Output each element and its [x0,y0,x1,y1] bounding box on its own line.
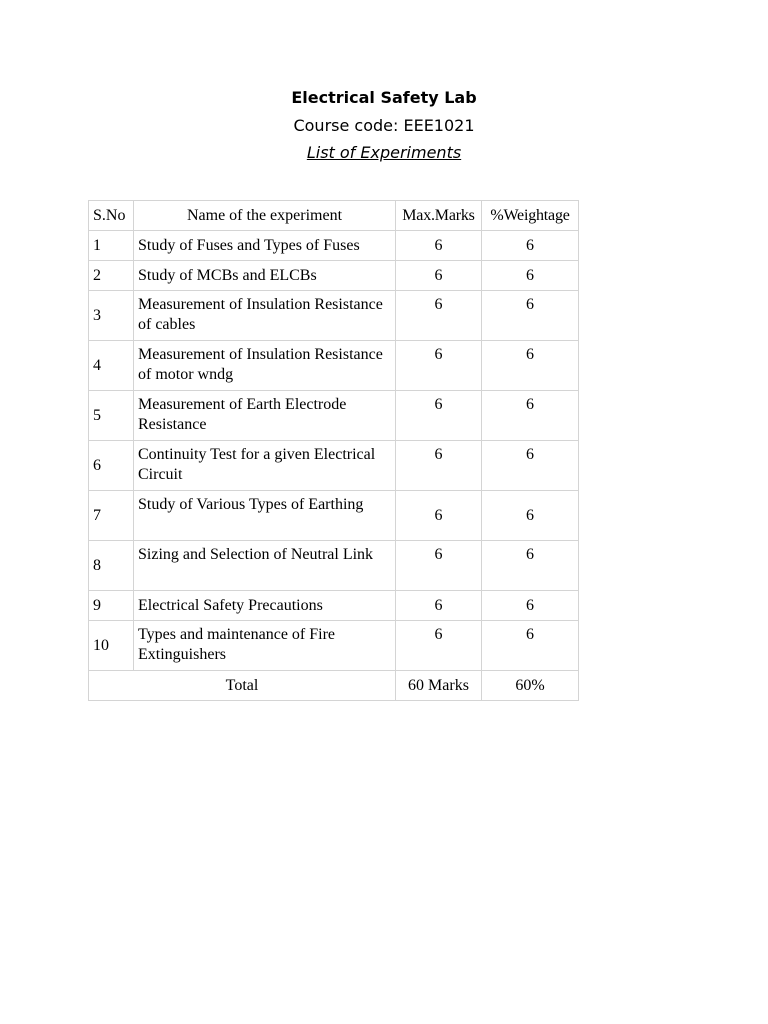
row-weightage: 6 [482,391,579,441]
row-max-marks: 6 [396,541,482,591]
table-row [89,541,579,591]
row-experiment-name: Types and maintenance of Fire Extinguishers [134,621,396,671]
experiments-table [88,200,579,701]
header-weightage: %Weightage [482,201,579,231]
row-sno: 6 [89,441,134,491]
row-sno: 10 [89,621,134,671]
row-max-marks: 6 [396,621,482,671]
row-sno: 1 [89,231,134,261]
row-sno: 8 [89,541,134,591]
row-max-marks: 6 [396,341,482,391]
row-experiment-name: Study of MCBs and ELCBs [134,261,396,291]
table-row [89,591,579,621]
header-max-marks: Max.Marks [396,201,482,231]
row-max-marks: 6 [396,591,482,621]
row-max-marks: 6 [396,391,482,441]
row-sno: 5 [89,391,134,441]
row-experiment-name: Sizing and Selection of Neutral Link [134,541,396,591]
document-title: Electrical Safety Lab [291,88,477,107]
table-row [89,341,579,391]
row-weightage: 6 [482,341,579,391]
row-experiment-name: Electrical Safety Precautions [134,591,396,621]
row-experiment-name: Measurement of Earth Electrode Resistance [134,391,396,441]
table-row [89,261,579,291]
table-header-row [89,201,579,231]
row-max-marks: 6 [396,261,482,291]
row-experiment-name: Measurement of Insulation Resistance of motor wndg [134,341,396,391]
total-weightage: 60% [482,671,579,701]
table-row [89,441,579,491]
row-weightage: 6 [482,231,579,261]
table-row [89,391,579,441]
document-subtitle: List of Experiments [306,143,462,162]
row-weightage: 6 [482,261,579,291]
table-row [89,491,579,541]
row-weightage: 6 [482,621,579,671]
row-weightage: 6 [482,591,579,621]
total-max-marks: 60 Marks [396,671,482,701]
course-code: Course code: EEE1021 [293,116,475,135]
table-row [89,231,579,261]
row-max-marks: 6 [396,491,482,541]
row-weightage: 6 [482,441,579,491]
row-sno: 4 [89,341,134,391]
row-sno: 9 [89,591,134,621]
row-sno: 3 [89,291,134,341]
row-max-marks: 6 [396,441,482,491]
row-experiment-name: Continuity Test for a given Electrical Circuit [134,441,396,491]
total-label: Total [89,671,396,701]
row-max-marks: 6 [396,291,482,341]
row-experiment-name: Study of Various Types of Earthing [134,491,396,541]
header-name: Name of the experiment [134,201,396,231]
row-weightage: 6 [482,291,579,341]
row-sno: 2 [89,261,134,291]
row-experiment-name: Study of Fuses and Types of Fuses [134,231,396,261]
header-sno: S.No [89,201,134,231]
table-row [89,291,579,341]
row-experiment-name: Measurement of Insulation Resistance of cables [134,291,396,341]
table-row [89,621,579,671]
row-weightage: 6 [482,541,579,591]
row-max-marks: 6 [396,231,482,261]
total-row [89,671,579,701]
row-weightage: 6 [482,491,579,541]
row-sno: 7 [89,491,134,541]
